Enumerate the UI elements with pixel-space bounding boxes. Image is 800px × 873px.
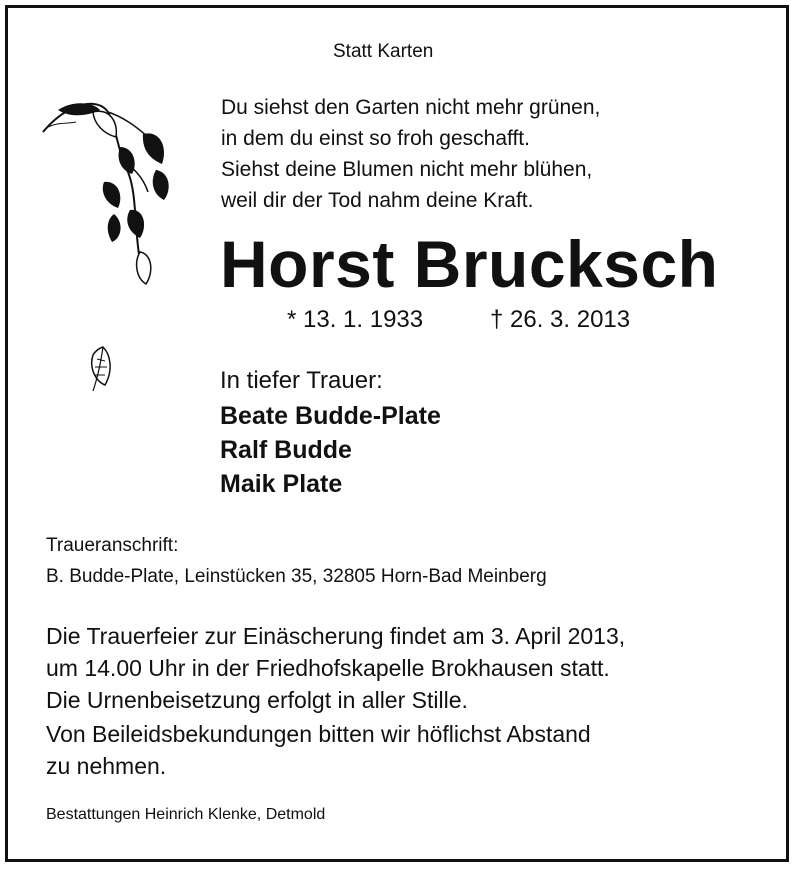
deceased-name: Horst Brucksch bbox=[220, 227, 719, 301]
poem bbox=[221, 92, 600, 216]
ceremony-line: Die Trauerfeier zur Einäscherung findet am 3. April 2013, bbox=[46, 623, 626, 649]
condolence-line: Von Beileidsbekundungen bitten wir höflichst Abstand bbox=[46, 721, 591, 747]
mourning-label: In tiefer Trauer: bbox=[220, 367, 383, 394]
condolence-text bbox=[46, 718, 591, 782]
ceremony-line: um 14.00 Uhr in der Friedhofskapelle Brokhausen statt. bbox=[46, 655, 610, 681]
header-statt-karten: Statt Karten bbox=[333, 41, 434, 62]
mourner-name: Beate Budde-Plate bbox=[220, 402, 441, 430]
mourner-name: Maik Plate bbox=[220, 470, 343, 498]
ceremony-line: Die Urnenbeisetzung erfolgt in aller Stille. bbox=[46, 687, 468, 713]
death-date: † 26. 3. 2013 bbox=[490, 306, 631, 333]
birch-branch-icon bbox=[38, 92, 173, 292]
condolence-line: zu nehmen. bbox=[46, 753, 167, 779]
address-label: Traueranschrift: bbox=[46, 535, 179, 556]
poem-line: in dem du einst so froh geschafft. bbox=[221, 127, 530, 150]
poem-line: weil dir der Tod nahm deine Kraft. bbox=[221, 189, 534, 212]
ceremony-text bbox=[46, 620, 625, 716]
birth-date: * 13. 1. 1933 bbox=[287, 306, 424, 333]
poem-line: Siehst deine Blumen nicht mehr blühen, bbox=[221, 158, 593, 181]
falling-leaf-icon bbox=[85, 345, 115, 395]
poem-line: Du siehst den Garten nicht mehr grünen, bbox=[221, 96, 601, 119]
mourner-name: Ralf Budde bbox=[220, 436, 352, 464]
funeral-home: Bestattungen Heinrich Klenke, Detmold bbox=[46, 806, 326, 823]
mourning-address: B. Budde-Plate, Leinstücken 35, 32805 Horn-Bad Meinberg bbox=[46, 566, 547, 587]
mourners-list bbox=[220, 399, 441, 501]
